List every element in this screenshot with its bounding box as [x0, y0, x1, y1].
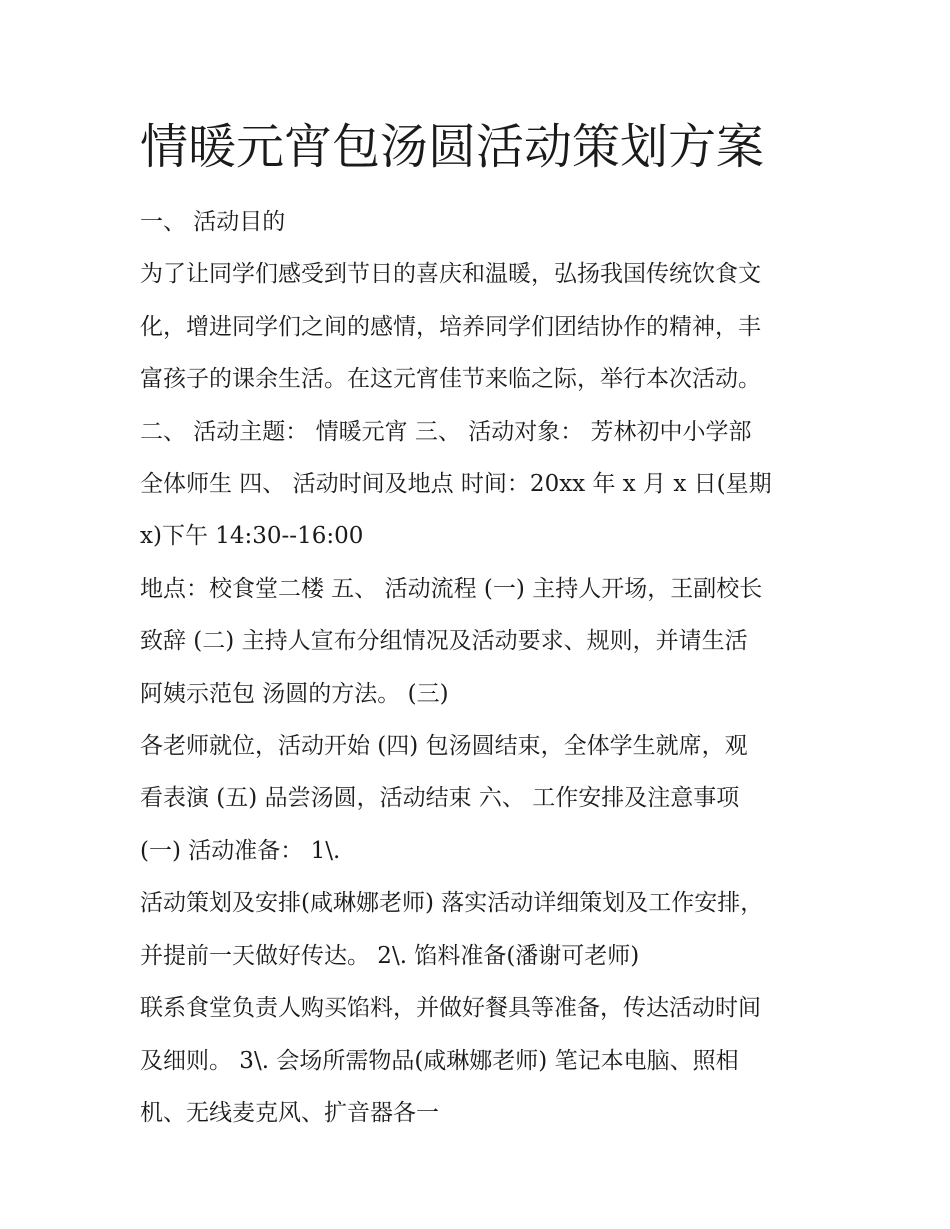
document-body [140, 196, 820, 1139]
body-line: 并提前一天做好传达。 2\. 馅料准备(潘谢可老师) [140, 942, 640, 969]
body-line: 机、无线麦克风、扩音器各一 [140, 1099, 439, 1126]
body-line: x)下午 14:30--16:00 [140, 523, 364, 550]
body-line: 活动策划及安排(咸琳娜老师) 落实活动详细策划及工作安排， [140, 890, 764, 917]
body-line: 阿姨示范包 汤圆的方法。 (三) [140, 680, 449, 707]
body-line: 地点：校食堂二楼 五、 活动流程 (一) 主持人开场，王副校长 [140, 575, 763, 602]
body-line: 致辞 (二) 主持人宣布分组情况及活动要求、规则，并请生活 [140, 628, 748, 655]
document-title: 情暖元宵包汤圆活动策划方案 [140, 119, 765, 175]
document-page [140, 112, 820, 1139]
body-line: 为了让同学们感受到节日的喜庆和温暖，弘扬我国传统饮食文 [140, 261, 761, 288]
body-line: 各老师就位，活动开始 (四) 包汤圆结束，全体学生就席，观 [140, 733, 748, 760]
body-line: 看表演 (五) 品尝汤圆，活动结束 六、 工作安排及注意事项 [140, 785, 740, 812]
body-line: 富孩子的课余生活。在这元宵佳节来临之际，举行本次活动。 [140, 366, 761, 393]
body-line: 化，增进同学们之间的感情，培养同学们团结协作的精神，丰 [140, 313, 761, 340]
body-line: 联系食堂负责人购买馅料，并做好餐具等准备，传达活动时间 [140, 995, 761, 1022]
body-line: 全体师生 四、 活动时间及地点 时间：20xx 年 x 月 x 日(星期 [140, 471, 772, 498]
body-line: 及细则。 3\. 会场所需物品(咸琳娜老师) 笔记本电脑、照相 [140, 1047, 739, 1074]
body-line: (一) 活动准备： 1\. [140, 837, 341, 864]
body-line: 二、 活动主题： 情暖元宵 三、 活动对象： 芳林初中小学部 [140, 418, 752, 445]
body-line: 一、 活动目的 [140, 209, 286, 235]
